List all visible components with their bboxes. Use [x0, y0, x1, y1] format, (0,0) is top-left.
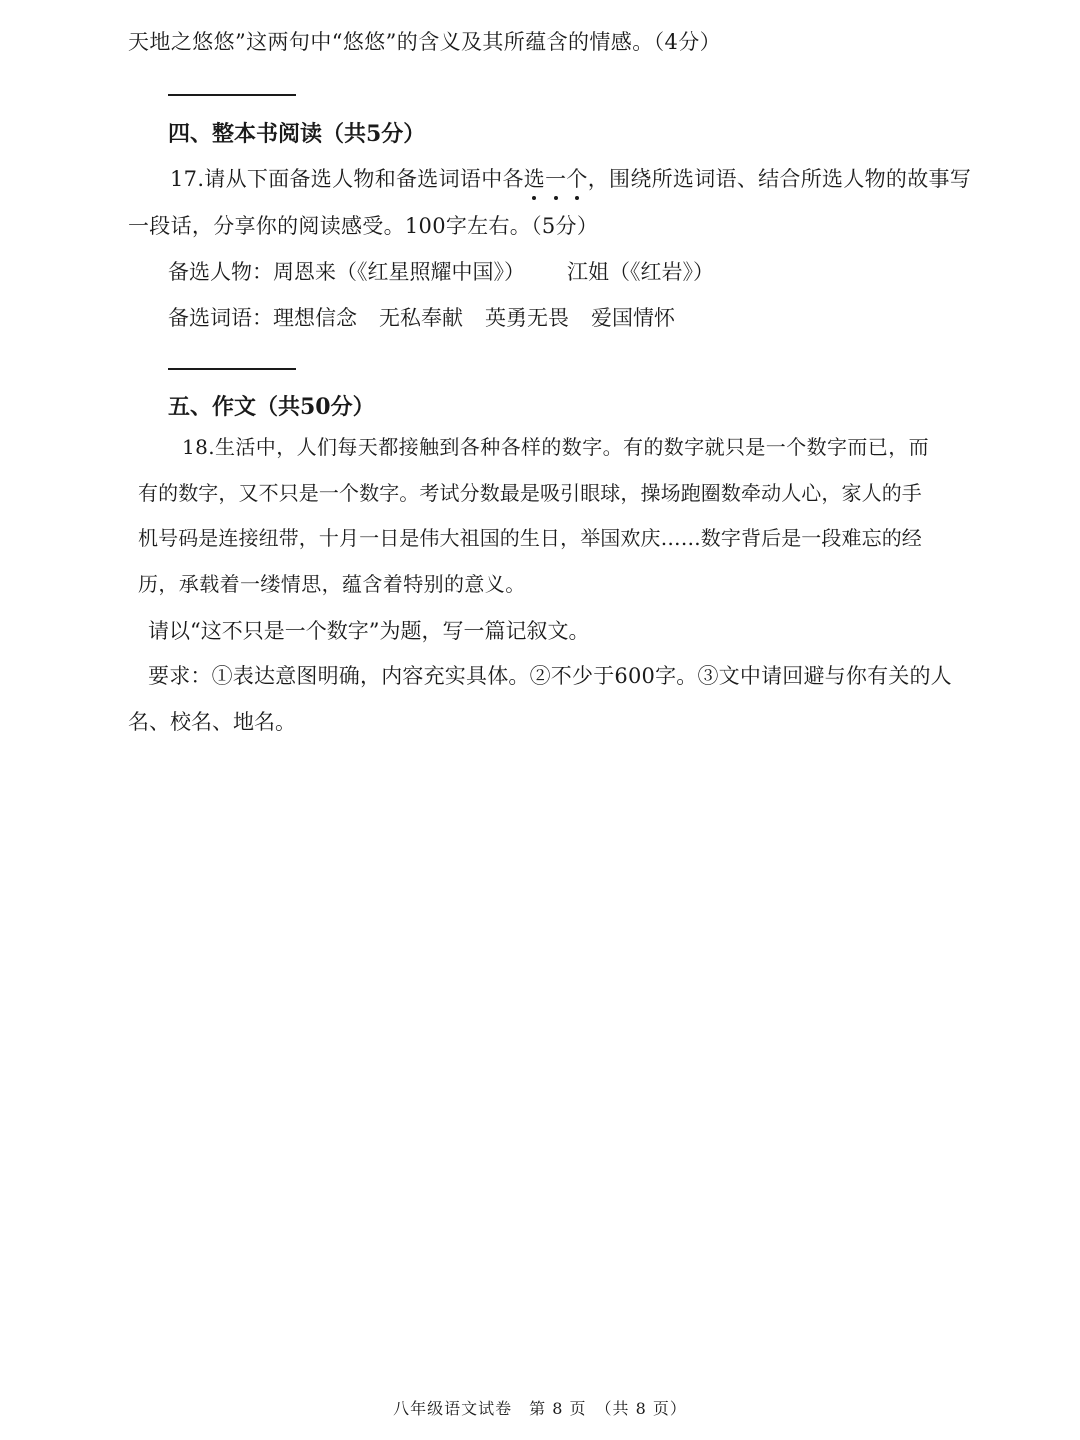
words-label: 备选词语： [168, 306, 273, 330]
candidate-people-row [168, 258, 714, 286]
q18-line-3: 机号码是连接纽带，十月一日是伟大祖国的生日，举国欢庆……数字背后是一段难忘的经 [138, 526, 922, 550]
q18-line-1: 18.生活中，人们每天都接触到各种各样的数字。有的数字就只是一个数字而已，而 [182, 435, 930, 459]
requirements-line-1: 要求：①表达意图明确，内容充实具体。②不少于600字。③文中请回避与你有关的人 [148, 664, 952, 688]
page-footer: 八年级语文试卷 第 8 页 （共 8 页） [393, 1399, 687, 1418]
people-label: 备选人物： [168, 260, 273, 284]
q17-text-after: ，围绕所选词语、结合所选人物的故事写 [587, 167, 972, 191]
requirements-line-2: 名、校名、地名。 [128, 710, 296, 734]
q16-tail-text: 天地之悠悠”这两句中“悠悠”的含义及其所蕴含的情感。（4分） [128, 30, 722, 54]
q17-line-2: 一段话，分享你的阅读感受。100字左右。（5分） [128, 214, 599, 238]
word-1: 理想信念 [273, 306, 357, 330]
essay-prompt: 请以“这不只是一个数字”为题，写一篇记叙文。 [148, 619, 590, 643]
person-jiang-jie: 江姐（《红岩》） [567, 260, 714, 284]
q18-line-2: 有的数字，又不只是一个数字。考试分数最是吸引眼球，操场跑圈数牵动人心，家人的手 [138, 481, 922, 505]
word-2: 无私奉献 [379, 306, 463, 330]
section-5-heading: 五、作文（共50分） [168, 394, 375, 420]
emphasis-char-3: 个 [566, 167, 588, 191]
word-3: 英勇无畏 [485, 306, 569, 330]
q17-line-1 [170, 165, 971, 193]
emphasis-char-2: 一 [545, 167, 567, 191]
section-4-heading: 四、整本书阅读（共5分） [168, 121, 426, 147]
word-4: 爱国情怀 [591, 306, 675, 330]
answer-line-q17 [168, 368, 296, 370]
candidate-words-row [168, 304, 675, 332]
q17-text-before: 17.请从下面备选人物和备选词语中各 [170, 167, 524, 191]
answer-line-q16 [168, 94, 296, 96]
person-zhou-enlai: 周恩来（《红星照耀中国》） [273, 260, 525, 284]
emphasis-char-1: 选 [523, 167, 546, 191]
q18-line-4: 历，承载着一缕情思，蕴含着特别的意义。 [138, 572, 526, 596]
